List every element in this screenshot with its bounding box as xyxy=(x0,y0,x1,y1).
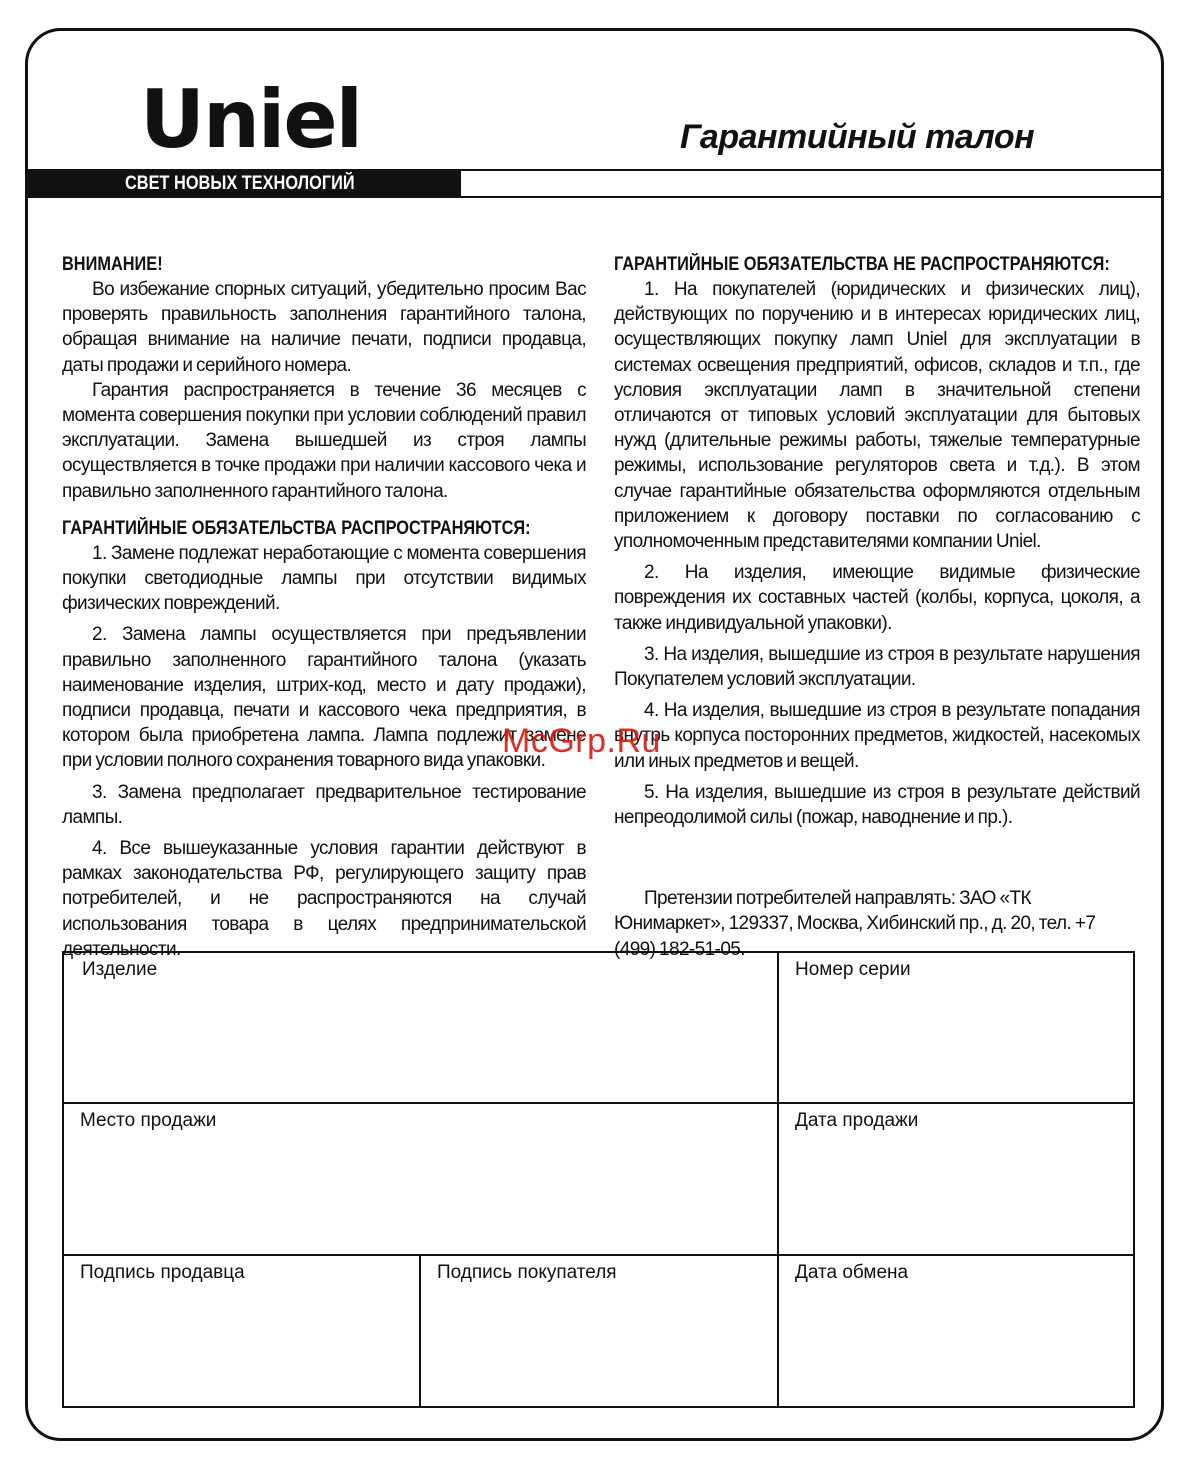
brand-logo: Uniel xyxy=(140,73,362,166)
exchange-date-field[interactable] xyxy=(779,1256,1135,1408)
serial-number-field[interactable] xyxy=(779,953,1135,1102)
excluded-item: 1. На покупателей (юридических и физических лиц), действующих по поручению и в интересах юридических лиц, осуществляющих покупку ламп Uniel для эксплуатации в системах освещения предприятий, офисов, складов и т.п., где условия эксплуатации ламп в значительной степени отличаются от типовых условий эксплуатации для бытовых нужд (длительные режимы работы, тяжелые температурные режимы, использование регуляторов света и т.д.). В этом случае гарантийные обязательства оформляются отдельным приложением к договору поставки по согласованию с уполномоченным представителями компании Uniel. xyxy=(614,279,1140,553)
buyer-signature-label: Подпись покупателя xyxy=(437,1262,617,1283)
sale-date-label: Дата продажи xyxy=(795,1110,919,1131)
excluded-heading: ГАРАНТИЙНЫЕ ОБЯЗАТЕЛЬСТВА НЕ РАСПРОСТРАНЯЮТСЯ: xyxy=(614,254,1110,275)
covered-item: 1. Замене подлежат неработающие с момента совершения покупки светодиодные лампы при отсутствии видимых физических повреждений. xyxy=(62,542,586,615)
seller-signature-field[interactable] xyxy=(64,1256,419,1408)
page-title: Гарантийный талон xyxy=(680,118,1035,156)
header-rule-top xyxy=(461,169,1164,171)
excluded-item: 3. На изделия, вышедшие из строя в результате нарушения Покупателем условий эксплуатации. xyxy=(614,643,1140,691)
covered-item: 3. Замена предполагает предварительное тестирование лампы. xyxy=(62,781,586,828)
claims-address: Претензии потребителей направлять: ЗАО «ТК Юнимаркет», 129337, Москва, Хибинский пр., д. 20, тел. +7 (499) 182-51-05. xyxy=(614,888,1096,960)
attention-heading: ВНИМАНИЕ! xyxy=(62,254,163,275)
header-rule-bottom xyxy=(461,196,1164,198)
buyer-signature-field[interactable] xyxy=(421,1256,777,1408)
serial-number-label: Номер серии xyxy=(795,959,911,980)
excluded-item: 2. На изделия, имеющие видимые физические повреждения их составных частей (колбы, корпуса, цоколя, а также индивидуальной упаковки). xyxy=(614,562,1140,634)
excluded-item: 5. На изделия, вышедшие из строя в результате действий непреодолимой силы (пожар, наводнение и пр.). xyxy=(614,781,1140,829)
warranty-form-table xyxy=(62,951,1135,1408)
covered-item: 4. Все вышеуказанные условия гарантии действуют в рамках законодательства РФ, регулирующего защиту прав потребителей, и не распространяются на случай использования товара в целях предпринимательской деятельности. xyxy=(62,838,586,960)
product-field[interactable] xyxy=(64,953,777,1102)
place-of-sale-label: Место продажи xyxy=(80,1110,217,1131)
seller-signature-label: Подпись продавца xyxy=(80,1262,245,1283)
watermark: McGrp.Ru xyxy=(502,722,661,760)
covered-heading: ГАРАНТИЙНЫЕ ОБЯЗАТЕЛЬСТВА РАСПРОСТРАНЯЮТСЯ: xyxy=(62,517,531,539)
product-label: Изделие xyxy=(82,959,158,980)
excluded-item: 4. На изделия, вышедшие из строя в результате попадания внутрь корпуса посторонних предметов, жидкостей, насекомых или иных предметов и вещей. xyxy=(614,700,1140,772)
left-column xyxy=(62,252,586,962)
attention-paragraph: Во избежание спорных ситуаций, убедительно просим Вас проверять правильность заполнения гарантийного талона, обращая внимание на наличие печати, подписи продавца, даты продажи и серийного номера. xyxy=(62,279,586,376)
right-column xyxy=(614,252,1140,962)
sale-date-field[interactable] xyxy=(779,1104,1135,1254)
covered-item: 2. Замена лампы осуществляется при предъявлении правильно заполненного гарантийного талона (указать наименование изделия, штрих-код, место и дату продажи), подписи продавца, печати и кассового чека предприятия, в котором была приобретена лампа. Лампа подлежит замене при условии полного сохранения товарного вида упаковки. xyxy=(62,624,586,772)
attention-paragraph: Гарантия распространяется в течение 36 месяцев с момента совершения покупки при условии соблюдений правил эксплуатации. Замена вышедшей из строя лампы осуществляется в точке продажи при наличии кассового чека и правильно заполненного гарантийного талона. xyxy=(62,379,586,502)
place-of-sale-field[interactable] xyxy=(64,1104,777,1254)
brand-slogan: СВЕТ НОВЫХ ТЕХНОЛОГИЙ xyxy=(125,173,355,194)
exchange-date-label: Дата обмена xyxy=(795,1262,909,1283)
